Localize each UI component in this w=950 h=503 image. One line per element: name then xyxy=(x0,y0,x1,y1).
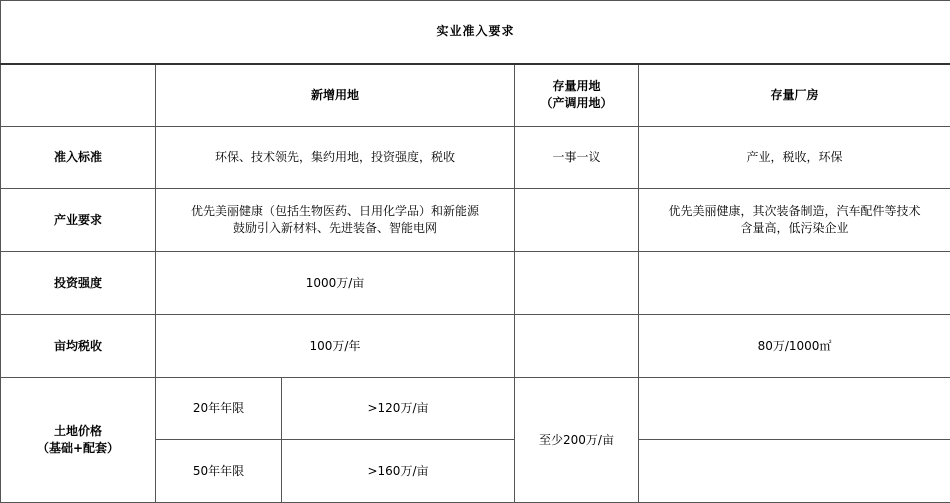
land-price-label-line2: （基础+配套） xyxy=(5,440,151,457)
table-row-land-price-20 xyxy=(1,378,950,440)
cell-land-term-20: 20年年限 xyxy=(156,378,282,440)
column-header-new-land: 新增用地 xyxy=(156,64,515,127)
table-row-investment xyxy=(1,252,950,315)
table-row-tax xyxy=(1,315,950,378)
cell-land-price-20: >120万/亩 xyxy=(282,378,515,440)
industry-stock-plant-line1: 优先美丽健康，其次装备制造，汽车配件等技术 xyxy=(643,203,946,220)
cell-land-price-stock-land: 至少200万/亩 xyxy=(515,378,639,503)
row-label-land-price xyxy=(1,378,156,503)
column-header-stock-plant: 存量厂房 xyxy=(639,64,950,127)
land-price-label-line1: 土地价格 xyxy=(5,423,151,440)
industry-stock-plant-line2: 含量高，低污染企业 xyxy=(643,220,946,237)
cell-industry-stock-land xyxy=(515,189,639,252)
cell-investment-stock-plant xyxy=(639,252,950,315)
column-header-stock-land xyxy=(515,64,639,127)
table-row-standard xyxy=(1,127,950,189)
industry-new-land-line1: 优先美丽健康（包括生物医药、日用化学品）和新能源 xyxy=(160,203,510,220)
cell-tax-new-land: 100万/年 xyxy=(156,315,515,378)
cell-investment-stock-land xyxy=(515,252,639,315)
cell-tax-stock-plant: 80万/1000㎡ xyxy=(639,315,950,378)
table-title: 实业准入要求 xyxy=(1,1,950,64)
cell-land-term-50: 50年年限 xyxy=(156,440,282,503)
row-label-investment: 投资强度 xyxy=(1,252,156,315)
cell-industry-stock-plant xyxy=(639,189,950,252)
cell-tax-stock-land xyxy=(515,315,639,378)
cell-standard-stock-plant: 产业，税收，环保 xyxy=(639,127,950,189)
header-corner-cell xyxy=(1,64,156,127)
cell-industry-new-land xyxy=(156,189,515,252)
cell-land-price-50: >160万/亩 xyxy=(282,440,515,503)
stock-land-header-line2: （产调用地） xyxy=(519,95,634,112)
stock-land-header-line1: 存量用地 xyxy=(519,78,634,95)
cell-investment-new-land: 1000万/亩 xyxy=(156,252,515,315)
industry-new-land-line2: 鼓励引入新材料、先进装备、智能电网 xyxy=(160,220,510,237)
table-row-industry xyxy=(1,189,950,252)
cell-standard-stock-land: 一事一议 xyxy=(515,127,639,189)
cell-standard-new-land: 环保、技术领先，集约用地，投资强度，税收 xyxy=(156,127,515,189)
row-label-tax: 亩均税收 xyxy=(1,315,156,378)
row-label-industry: 产业要求 xyxy=(1,189,156,252)
row-label-standard: 准入标准 xyxy=(1,127,156,189)
cell-land-price-stock-plant-20 xyxy=(639,378,950,440)
cell-land-price-stock-plant-50 xyxy=(639,440,950,503)
